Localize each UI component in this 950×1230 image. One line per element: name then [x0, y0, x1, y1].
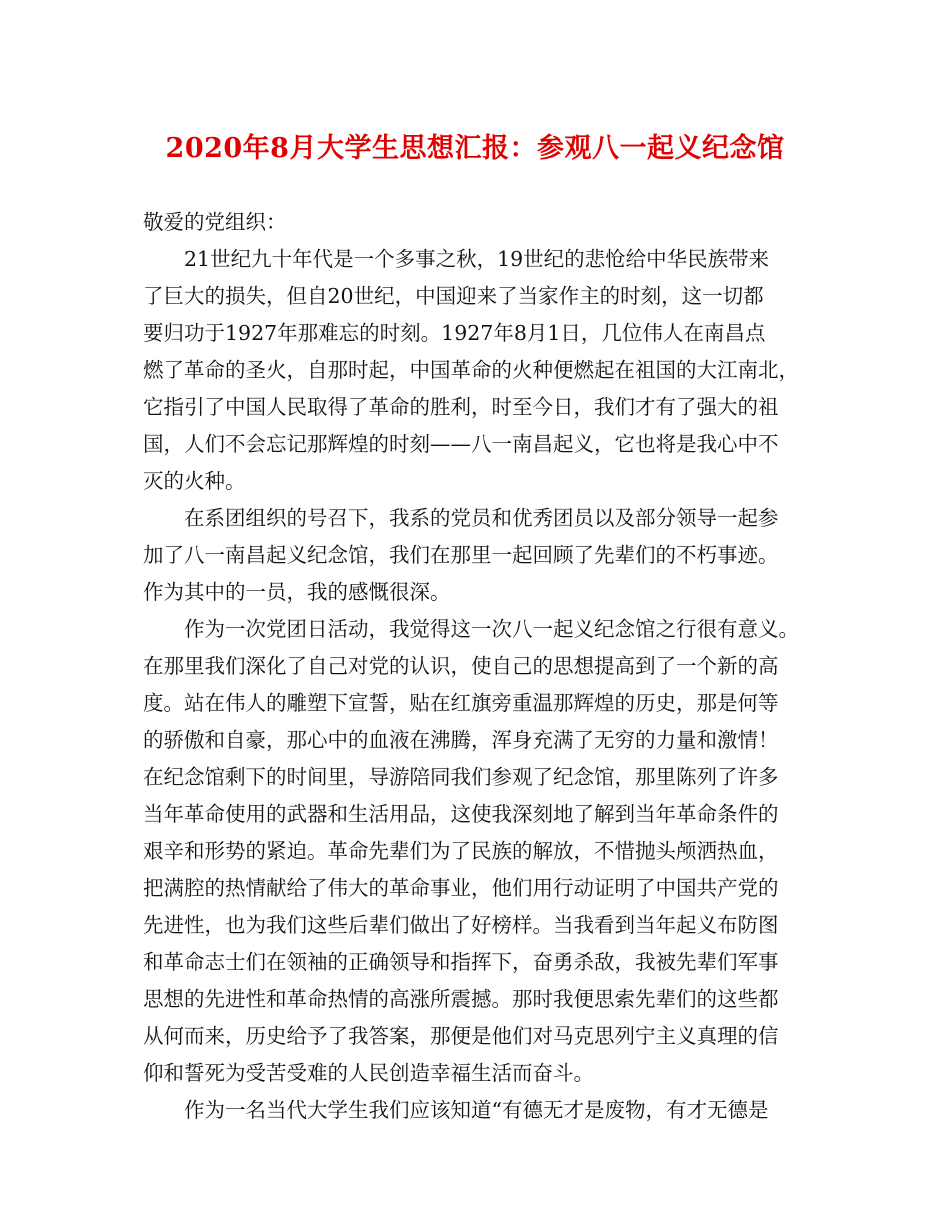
paragraph-line: 先进性，也为我们这些后辈们做出了好榜样。当我看到当年起义布防图 [143, 913, 779, 937]
paragraph-line: 作为一次党团日活动，我觉得这一次八一起义纪念馆之行很有意义。 [184, 617, 799, 641]
paragraph-line: 度。站在伟人的雕塑下宣誓，贴在红旗旁重温那辉煌的历史，那是何等 [143, 691, 779, 715]
paragraph-line: 思想的先进性和革命热情的高涨所震撼。那时我便思索先辈们的这些都 [143, 987, 779, 1011]
document-title: 2020年8月大学生思想汇报：参观八一起义纪念馆 [165, 133, 785, 164]
paragraph-line: 和革命志士们在领袖的正确领导和指挥下，奋勇杀敌，我被先辈们军事 [143, 950, 779, 974]
paragraph-line: 它指引了中国人民取得了革命的胜利，时至今日，我们才有了强大的祖 [143, 395, 779, 419]
paragraph-line: 在那里我们深化了自己对党的认识，使自己的思想提高到了一个新的高 [143, 654, 779, 678]
paragraph-line: 灭的火种。 [143, 469, 246, 493]
paragraph-line: 21世纪九十年代是一个多事之秋，19世纪的悲怆给中华民族带来 [184, 247, 770, 271]
paragraph-line: 当年革命使用的武器和生活用品，这使我深刻地了解到当年革命条件的 [143, 802, 779, 826]
paragraph-line: 仰和誓死为受苦受难的人民创造幸福生活而奋斗。 [143, 1061, 594, 1085]
document-body [143, 204, 823, 1129]
paragraph-line: 作为其中的一员，我的感慨很深。 [143, 580, 451, 604]
paragraph-line: 了巨大的损失，但自20世纪，中国迎来了当家作主的时刻，这一切都 [143, 284, 764, 308]
paragraph-line: 的骄傲和自豪，那心中的血液在沸腾，浑身充满了无穷的力量和激情！ [143, 728, 779, 752]
paragraph-line: 作为一名当代大学生我们应该知道“有德无才是废物，有才无德是 [184, 1098, 769, 1122]
salutation: 敬爱的党组织： [143, 210, 287, 234]
paragraph-line: 国，人们不会忘记那辉煌的时刻——八一南昌起义，它也将是我心中不 [143, 432, 779, 456]
paragraph-line: 把满腔的热情献给了伟大的革命事业，他们用行动证明了中国共产党的 [143, 876, 779, 900]
paragraph-line: 艰辛和形势的紧迫。革命先辈们为了民族的解放，不惜抛头颅洒热血， [143, 839, 779, 863]
paragraph-line: 要归功于1927年那难忘的时刻。1927年8月1日，几位伟人在南昌点 [143, 321, 766, 345]
paragraph-line: 在系团组织的号召下，我系的党员和优秀团员以及部分领导一起参 [184, 506, 779, 530]
paragraph-line: 燃了革命的圣火，自那时起，中国革命的火种便燃起在祖国的大江南北， [143, 358, 799, 382]
paragraph-line: 从何而来，历史给予了我答案，那便是他们对马克思列宁主义真理的信 [143, 1024, 779, 1048]
paragraph-line: 在纪念馆剩下的时间里，导游陪同我们参观了纪念馆，那里陈列了许多 [143, 765, 779, 789]
paragraph-line: 加了八一南昌起义纪念馆，我们在那里一起回顾了先辈们的不朽事迹。 [143, 543, 779, 567]
